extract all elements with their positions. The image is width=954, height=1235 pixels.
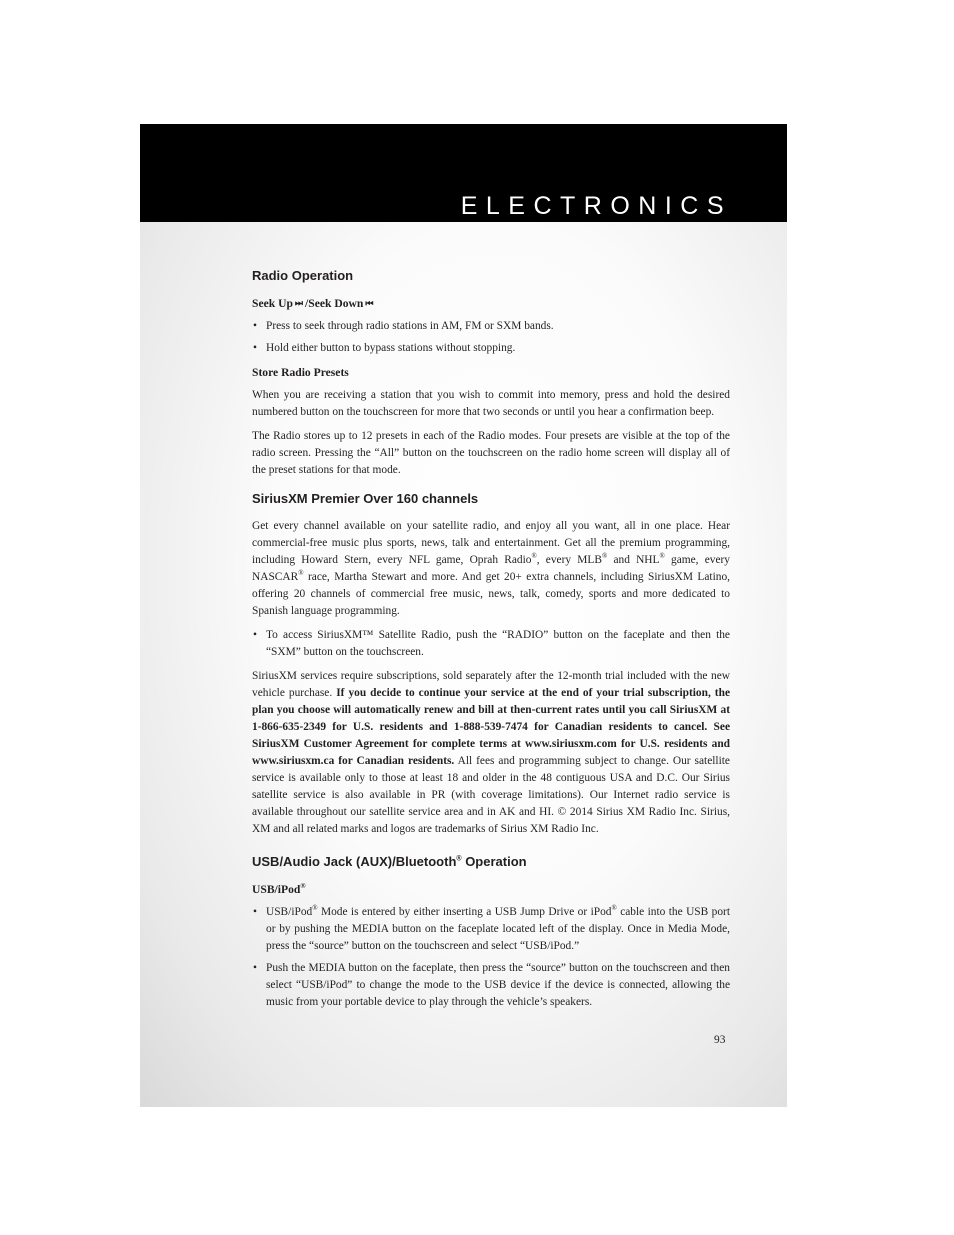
- section-header-bar: [140, 124, 787, 222]
- seek-up-icon: ⏭: [294, 298, 304, 308]
- presets-paragraph: When you are receiving a station that you wish to commit into memory, press and hold the desired numbered button on the touchscreen for more that two seconds or until you hear a confirmation beep.: [252, 389, 730, 418]
- page-number: 93: [714, 1034, 726, 1046]
- bullet-icon: •: [253, 320, 257, 332]
- radio-operation-heading: Radio Operation: [252, 268, 354, 283]
- list-item: • Hold either button to bypass stations without stopping.: [252, 340, 730, 357]
- section-title: ELECTRONICS: [460, 192, 732, 220]
- page-content: [252, 267, 730, 1018]
- list-item: • USB/iPod® Mode is entered by either inserting a USB Jump Drive or iPod® cable into the USB port or by pushing the MEDIA button on the faceplate located left of the display. Once in Media Mode, press the “source” button on the touchscreen and select “USB/iPod.”: [253, 904, 730, 952]
- bullet-icon: •: [253, 342, 257, 354]
- siriusxm-terms-paragraph: SiriusXM services require subscriptions, sold separately after the 12-month trial included with the new vehicle purchase. If you decide to continue your service at the end of your trial subscription, the plan you choose will automatically renew and bill at then-current rates until you call SiriusXM at 1-866-635-2349 for U.S. residents and 1-888-539-7474 for Canadian residents to cancel. See SiriusXM Customer Agreement for complete terms at www.siriusxm.com for U.S. residents and www.siriusxm.ca for Canadian residents. All fees and programming subject to change. Our satellite service is available only to those at least 18 and older in the 48 contiguous USA and D.C. Our Sirius satellite service is also available in PR (with coverage limitations). Our Internet radio service is available throughout our satellite service area and in AK and HI. © 2014 Sirius XM Radio Inc. Sirius, XM and all related marks and logos are trademarks of Sirius XM Radio Inc.: [252, 670, 730, 835]
- siriusxm-heading: SiriusXM Premier Over 160 channels: [252, 491, 479, 506]
- store-presets-heading: Store Radio Presets: [252, 366, 349, 379]
- list-item: • Press to seek through radio stations in AM, FM or SXM bands.: [252, 318, 730, 335]
- list-item: • To access SiriusXM™ Satellite Radio, push the “RADIO” button on the faceplate and then the “SXM” button on the touchscreen.: [253, 629, 730, 658]
- usb-ipod-heading: USB/iPod®: [252, 882, 306, 896]
- seek-heading: Seek Up ⏭ /Seek Down ⏮: [252, 297, 374, 310]
- usb-bullet-list: [252, 904, 730, 1011]
- usb-aux-bluetooth-heading: USB/Audio Jack (AUX)/Bluetooth® Operation: [252, 854, 527, 869]
- manual-page: [140, 124, 787, 1107]
- seek-bullet-list: [252, 318, 730, 357]
- list-item: • Push the MEDIA button on the faceplate, then press the “source” button on the touchscreen and then select “USB/iPod” to change the mode to the USB device if the device is connected, allowing the music from your portable device to play through the vehicle’s speakers.: [253, 962, 730, 1008]
- presets-paragraph-2: The Radio stores up to 12 presets in each of the Radio modes. Four presets are visible at the top of the radio screen. Pressing the “All” button on the touchscreen on the radio home screen will display all of the preset stations for that mode.: [252, 430, 730, 476]
- siriusxm-paragraph: Get every channel available on your satellite radio, and enjoy all you want, all in one place. Hear commercial-free music plus sports, news, talk and entertainment. Get all the premium programming, including Howard Stern, every NFL game, Oprah Radio®, every MLB® and NHL® game, every NASCAR® race, Martha Stewart and more. And get 20+ extra channels, including SiriusXM Latino, offering 20 channels of commercial free music, news, talk, comedy, sports and more dedicated to Spanish language programming.: [252, 520, 730, 617]
- bullet-icon: •: [253, 629, 257, 641]
- siriusxm-bullet-list: [252, 627, 730, 661]
- bullet-icon: •: [253, 906, 257, 918]
- bullet-icon: •: [253, 962, 257, 974]
- seek-down-icon: ⏮: [365, 298, 374, 308]
